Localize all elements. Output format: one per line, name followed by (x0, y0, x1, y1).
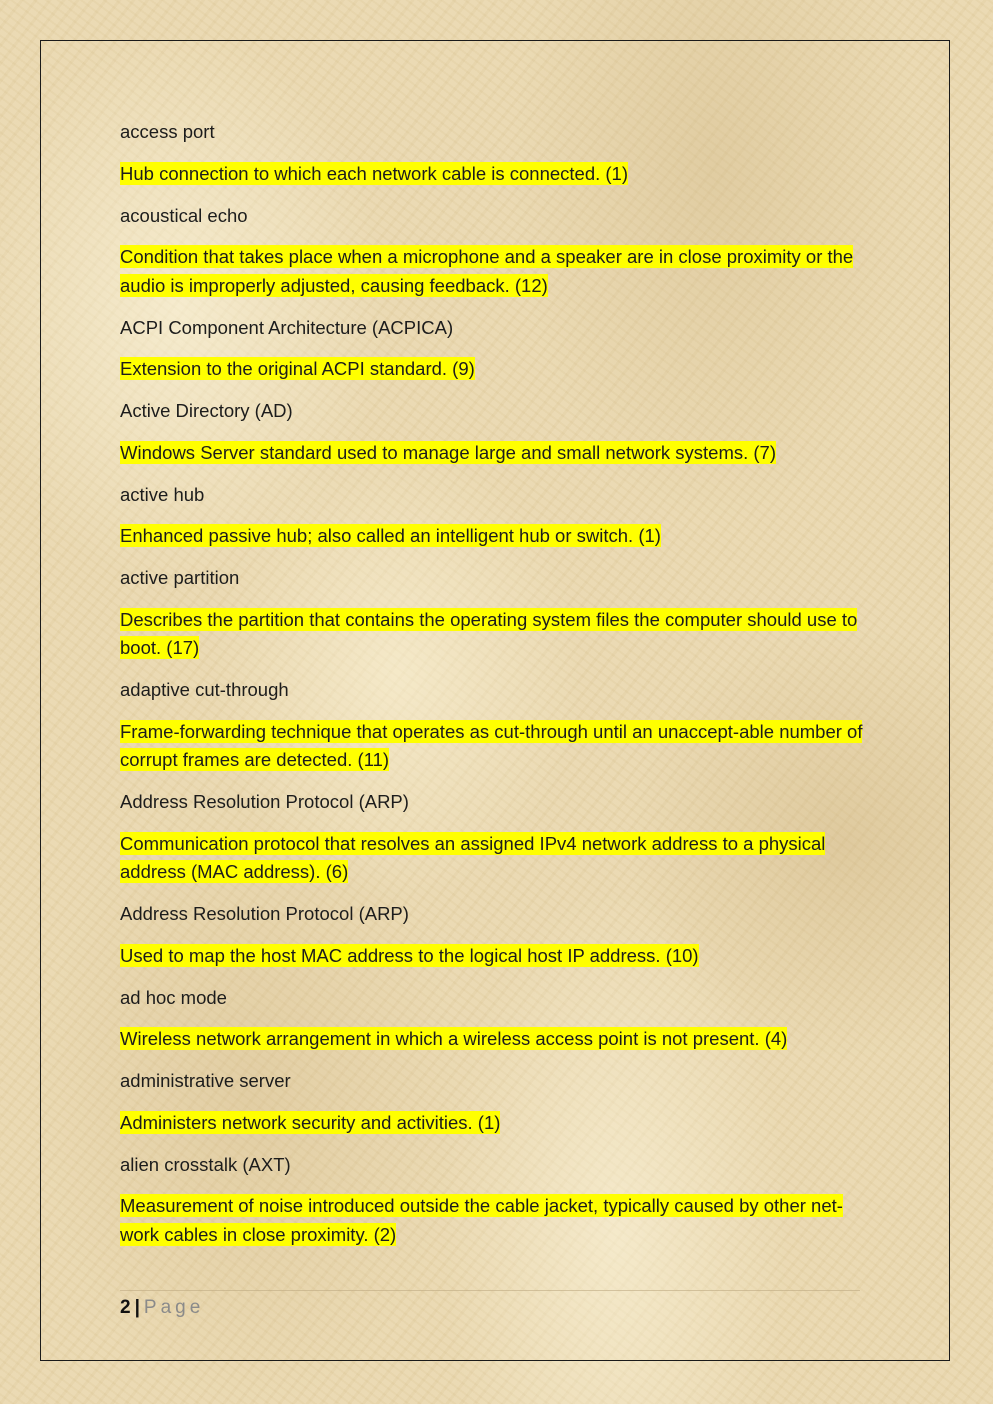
glossary-definition (120, 243, 865, 300)
glossary-definition (120, 1025, 865, 1054)
glossary-entry (120, 481, 865, 551)
page-label: Page (143, 1297, 205, 1318)
glossary-definition (120, 606, 865, 663)
glossary-term: ACPI Component Architecture (ACPICA) (120, 316, 454, 338)
glossary-entry (120, 676, 865, 775)
page-number: 2 (120, 1297, 131, 1318)
glossary-entry (120, 788, 865, 887)
glossary-term: acoustical echo (120, 204, 248, 226)
glossary-term: adaptive cut-through (120, 679, 289, 700)
glossary-entry (120, 564, 865, 663)
glossary-term: alien crosstalk (AXT) (120, 1153, 291, 1175)
glossary-term: ad hoc mode (120, 986, 227, 1008)
glossary-entry (120, 118, 865, 188)
definition-text: Describes the partition that contains the operating system files the computer should use to boot. (17) (120, 608, 858, 658)
glossary-term: active partition (120, 567, 240, 588)
definition-text: Used to map the host MAC address to the logical host IP address. (10) (120, 944, 699, 966)
glossary-definition (120, 1109, 865, 1138)
definition-text: Enhanced passive hub; also called an intelligent hub or switch. (1) (120, 525, 661, 546)
glossary-definition (120, 1192, 865, 1249)
definition-text: Windows Server standard used to manage large and small network systems. (7) (120, 441, 777, 463)
glossary-term: active hub (120, 483, 205, 505)
glossary-definition (120, 160, 865, 189)
definition-text: Extension to the original ACPI standard. (9) (120, 358, 475, 379)
glossary-entry (120, 1067, 865, 1137)
glossary-definition (120, 355, 865, 384)
glossary-entry (120, 202, 865, 301)
glossary-entry (120, 314, 865, 384)
glossary-term: Address Resolution Protocol (ARP) (120, 903, 409, 924)
glossary-content (120, 118, 865, 1263)
definition-text: Wireless network arrangement in which a wireless access point is not present. (4) (120, 1028, 788, 1049)
definition-text: Condition that takes place when a microphone and a speaker are in close proximity or the audio is improperly adjusted, causing feedback. (12) (120, 246, 854, 296)
glossary-definition (120, 718, 865, 775)
page-separator: | (134, 1297, 140, 1318)
glossary-definition (120, 942, 865, 971)
glossary-entry (120, 900, 865, 970)
glossary-definition (120, 522, 865, 551)
glossary-entry (120, 397, 865, 467)
glossary-term: Address Resolution Protocol (ARP) (120, 791, 409, 812)
definition-text: Communication protocol that resolves an assigned IPv4 network address to a physical address (MAC address). (6) (120, 832, 826, 882)
glossary-term: access port (120, 121, 215, 142)
glossary-term: Active Directory (AD) (120, 400, 293, 421)
definition-text: Frame-forwarding technique that operates as cut-through until an unaccept-able number of corrupt frames are detected. (11) (120, 720, 863, 770)
glossary-definition (120, 830, 865, 887)
page-footer (120, 1290, 860, 1321)
glossary-definition (120, 439, 865, 468)
glossary-entry (120, 1151, 865, 1250)
definition-text: Administers network security and activities. (1) (120, 1111, 501, 1133)
glossary-term: administrative server (120, 1070, 291, 1091)
glossary-entry (120, 984, 865, 1054)
definition-text: Measurement of noise introduced outside the cable jacket, typically caused by other net-work cables in close proximity. (2) (120, 1195, 843, 1245)
definition-text: Hub connection to which each network cable is connected. (1) (120, 162, 629, 184)
